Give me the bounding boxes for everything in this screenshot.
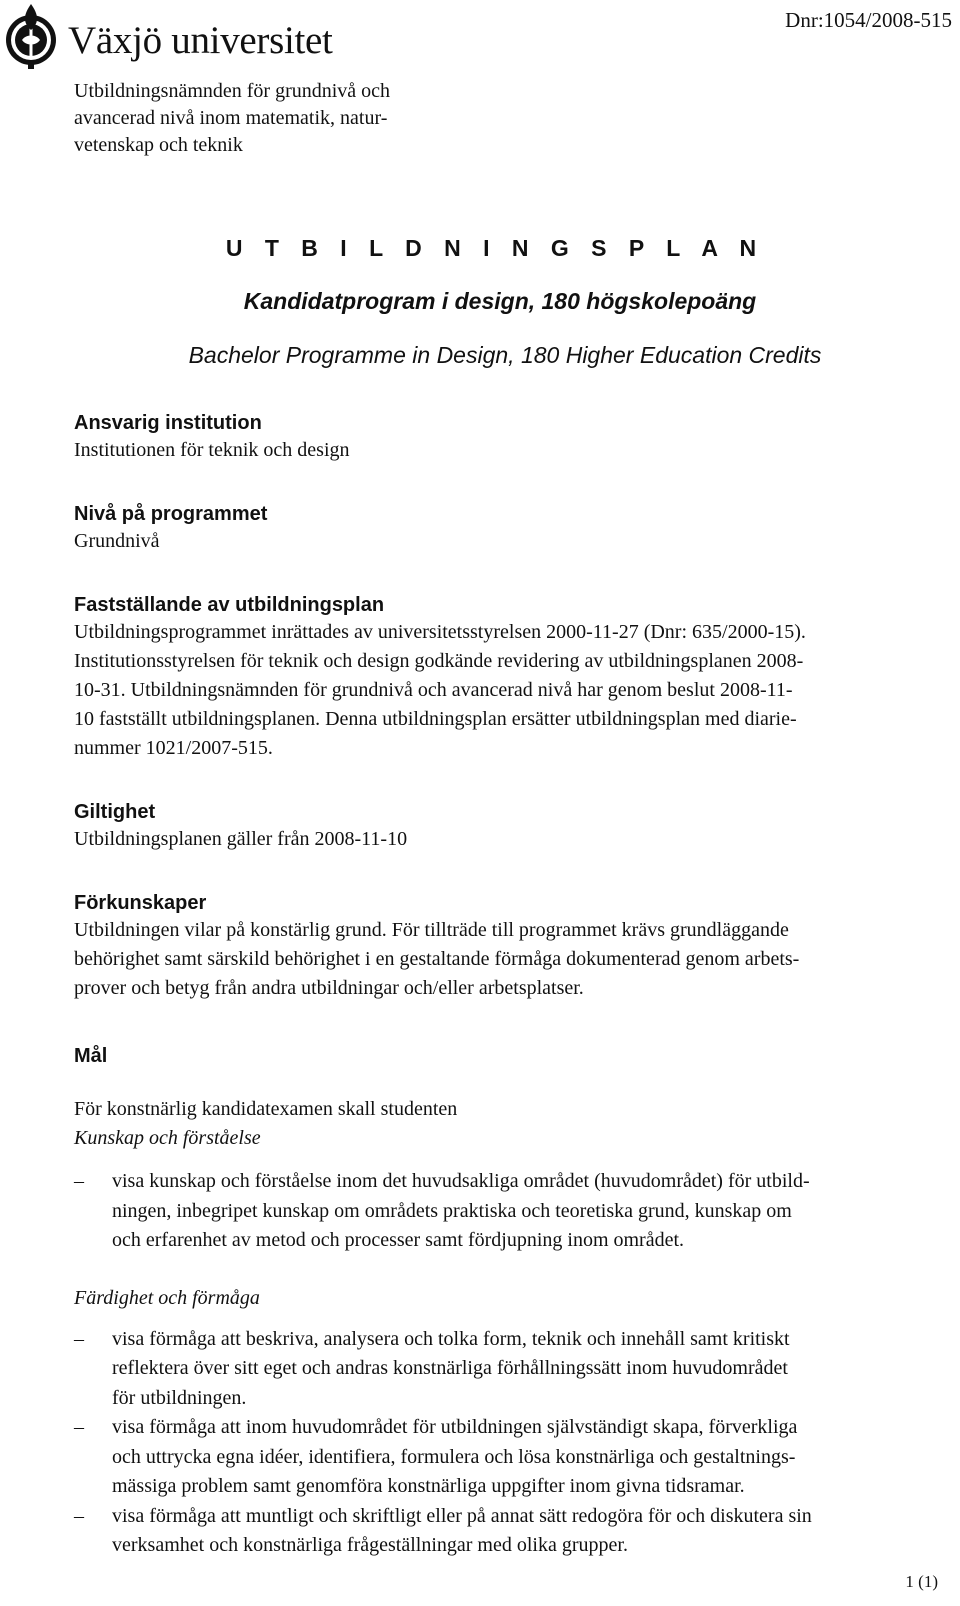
committee-line: vetenskap och teknik — [74, 134, 243, 156]
dash-bullet: – — [74, 1327, 84, 1350]
text-line: behörighet samt särskild behörighet i en gestaltande förmåga dokumenterad genom arbets- — [74, 948, 800, 970]
text-line: visa kunskap och förståelse inom det huvudsakliga området (huvudområdet) för utbild- — [112, 1170, 810, 1192]
text-line: visa förmåga att muntligt och skriftligt eller på annat sätt redogöra för och diskutera sin — [112, 1504, 812, 1527]
section-text-institution: Institutionen för teknik och design — [74, 439, 350, 461]
text-line: prover och betyg från andra utbildningar och/eller arbetsplatser. — [74, 977, 584, 999]
subheading-skills: Färdighet och förmåga — [74, 1286, 260, 1309]
committee-name — [74, 78, 494, 159]
knowledge-list — [0, 1167, 934, 1256]
section-text-establishment — [74, 618, 934, 763]
list-item — [0, 1502, 934, 1561]
text-line: 10-31. Utbildningsnämnden för grundnivå och avancerad nivå har genom beslut 2008-11- — [74, 679, 793, 701]
text-line: reflektera över sitt eget och andras konstnärliga förhållningssätt inom huvudområdet — [112, 1357, 788, 1379]
committee-line: Utbildningsnämnden för grundnivå och — [74, 80, 391, 102]
university-seal-icon — [4, 0, 58, 70]
list-item — [0, 1167, 934, 1256]
text-line: visa förmåga att beskriva, analysera och tolka form, teknik och innehåll samt kritiskt — [112, 1327, 790, 1350]
text-line: och uttrycka egna idéer, identifiera, formulera och lösa konstnärliga och gestaltnings- — [112, 1445, 796, 1468]
page-number: 1 (1) — [905, 1572, 938, 1591]
list-item — [0, 1413, 934, 1502]
section-text-prerequisites — [74, 916, 934, 1003]
text-line: Institutionsstyrelsen för teknik och design godkände revidering av utbildningsplanen 2008- — [74, 650, 804, 672]
program-title-english: Bachelor Programme in Design, 180 Higher Education Credits — [188, 342, 822, 368]
text-line: visa förmåga att inom huvudområdet för utbildningen självständigt skapa, förverkliga — [112, 1416, 798, 1438]
section-text-validity: Utbildningsplanen gäller från 2008-11-10 — [74, 828, 408, 850]
document-body — [74, 410, 934, 1561]
section-heading-level: Nivå på programmet — [74, 503, 268, 525]
program-title-swedish: Kandidatprogram i design, 180 högskolepoäng — [243, 288, 757, 314]
text-line: Utbildningsprogrammet inrättades av universitetsstyrelsen 2000-11-27 (Dnr: 635/2000-15). — [74, 621, 806, 643]
text-line: nummer 1021/2007-515. — [74, 737, 273, 759]
university-name: Växjö universitet — [68, 19, 333, 62]
text-line: för utbildningen. — [112, 1386, 247, 1409]
text-line: verksamhet och konstnärliga frågeställningar med olika grupper. — [112, 1534, 628, 1556]
subheading-knowledge: Kunskap och förståelse — [74, 1127, 261, 1149]
section-text-level: Grundnivå — [74, 530, 160, 552]
university-logo — [4, 0, 364, 72]
text-line: och erfarenhet av metod och processer samt fördjupning inom området. — [112, 1229, 685, 1251]
dash-bullet: – — [74, 1504, 84, 1527]
text-line: Utbildningen vilar på konstärlig grund. För tillträde till programmet krävs grundläggande — [74, 919, 789, 941]
section-heading-goals: Mål — [74, 1045, 108, 1067]
dash-bullet: – — [74, 1416, 84, 1438]
document-title: U T B I L D N I N G S P L A N — [225, 235, 765, 261]
section-heading-institution: Ansvarig institution — [74, 412, 262, 434]
document-number: Dnr:1054/2008-515 — [785, 8, 952, 32]
goals-intro: För konstnärlig kandidatexamen skall studenten — [74, 1098, 458, 1120]
section-heading-validity: Giltighet — [74, 801, 156, 823]
skills-list — [0, 1325, 934, 1561]
section-heading-establishment: Fastställande av utbildningsplan — [74, 594, 385, 616]
dash-bullet: – — [74, 1170, 84, 1192]
text-line: mässiga problem samt genomföra konstnärliga uppgifter inom givna tidsramar. — [112, 1475, 745, 1497]
list-item — [0, 1325, 934, 1414]
committee-line: avancerad nivå inom matematik, natur- — [74, 107, 388, 129]
text-line: 10 fastställt utbildningsplanen. Denna utbildningsplan ersätter utbildningsplan med diarie- — [74, 708, 797, 730]
section-heading-prerequisites: Förkunskaper — [74, 892, 207, 914]
text-line: ningen, inbegripet kunskap om områdets praktiska och teoretiska grund, kunskap om — [112, 1199, 792, 1222]
